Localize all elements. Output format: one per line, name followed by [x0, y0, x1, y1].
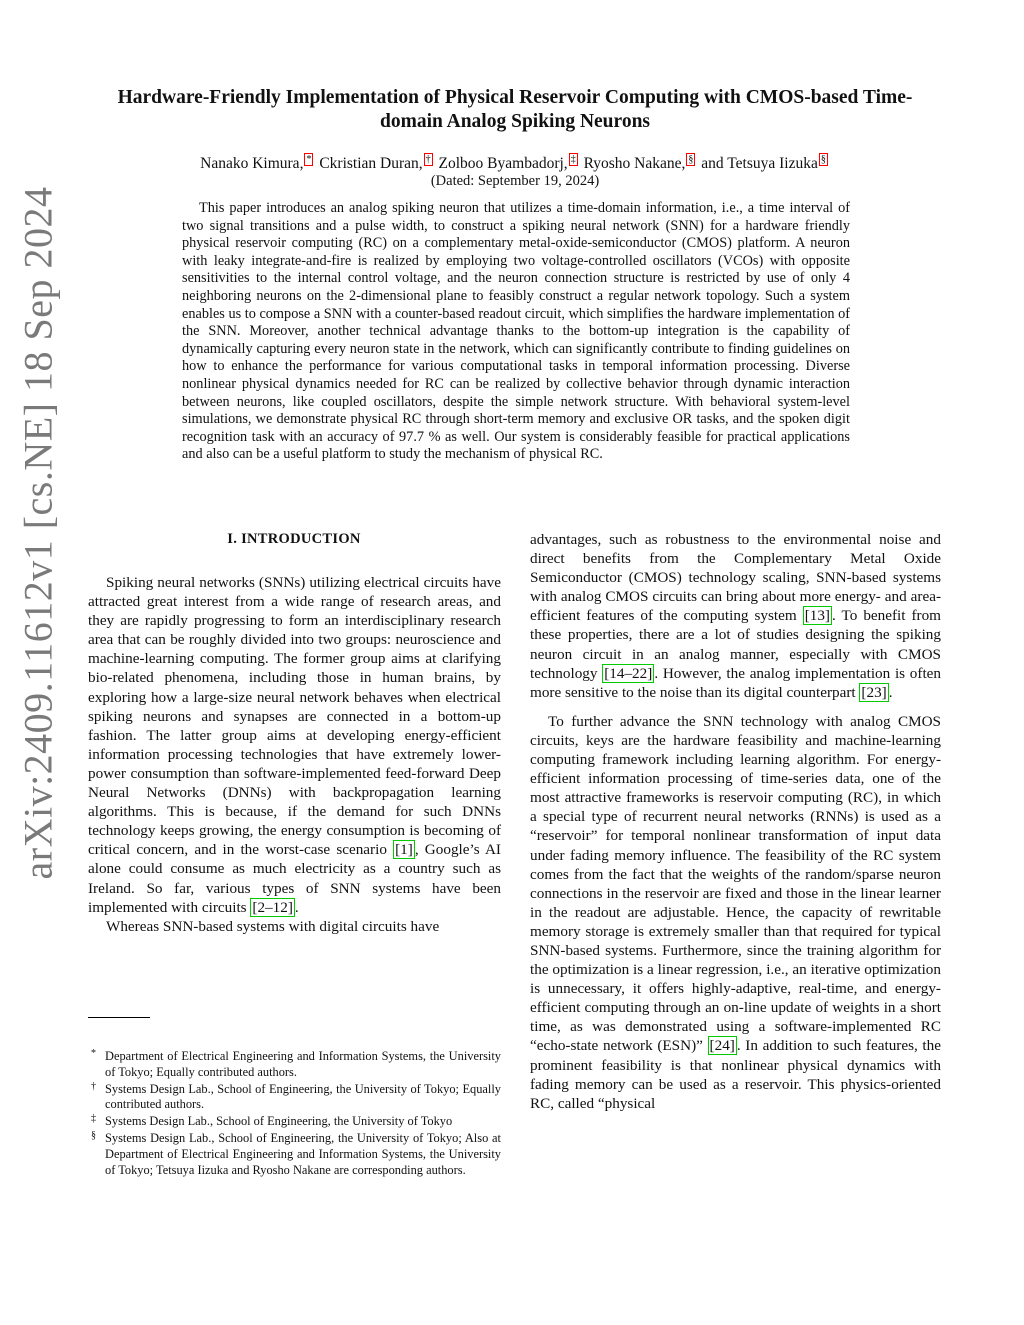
author-name: Zolboo Byambadorj,	[438, 155, 568, 173]
section-heading: I. INTRODUCTION	[227, 531, 361, 547]
footnote-text: Systems Design Lab., School of Engineering, the University of Tokyo; Equally contributed authors.	[105, 1081, 501, 1112]
footnote-rule	[88, 1017, 150, 1018]
footnote-text: Department of Electrical Engineering and Information Systems, the University of Tokyo; Equally contributed authors.	[105, 1049, 501, 1079]
arxiv-identifier: arXiv:2409.11612v1 [cs.NE] 18 Sep 2024	[15, 186, 61, 880]
citation-link[interactable]: [2–12]	[252, 898, 293, 916]
citation-link[interactable]: [23]	[861, 683, 887, 701]
paragraph	[88, 917, 501, 936]
author-name: and Tetsuya Iizuka	[701, 155, 818, 173]
text-run: . In addition to such features, the prominent feasibility is that nonlinear physical dynamics with fading memory can be used as a reservoir. This physics-oriented RC, called “physical	[530, 1037, 941, 1112]
author-footnote-link[interactable]: §	[688, 154, 694, 165]
text-run: .	[294, 898, 299, 916]
footnote	[88, 1049, 501, 1081]
author-footnote-link[interactable]: *	[306, 154, 312, 165]
author-name: Ryosho Nakane,	[583, 155, 686, 173]
citation-link[interactable]: [14–22]	[604, 664, 653, 682]
abstract: This paper introduces an analog spiking neuron that utilizes a time-domain information, i.e., a time interval of two signal transitions and a pulse width, to construct a spiking neural network (SNN) for a hardware friendly physical reservoir computing (RC) on a complementary metal-oxide-semiconductor (CMOS) platform. A neuron with leaky integrate-and-fire is realized by employing two voltage-controlled oscillators (VCOs) with opposite sensitivities to the internal control voltage, and the neuron connection structure is restricted by use of only 4 neighboring neurons on the 2-dimensional plane to feasibly construct a regular network topology. Such a system enables us to compose a SNN with a counter-based readout circuit, which simplifies the hardware implementation of the SNN. Moreover, another technical advantage thanks to the bottom-up integration is the capability of dynamically capturing every neuron state in the network, which can significantly contribute to finding guidelines on how to enhance the performance for various computational tasks in temporal information processing. Diverse nonlinear physical dynamics needed for RC can be realized by collective behavior through dynamic interaction between neurons, like coupled oscillators, despite the simple network structure. With behavioral system-level simulations, we demonstrate physical RC through short-term memory and exclusive OR tasks, and the spoken digit recognition task with an accuracy of 97.7 % as well. Our system is considerably feasible for practical applications and also can be a useful platform to study the mechanism of physical RC.	[182, 200, 850, 463]
text-run: To further advance the SNN technology with analog CMOS circuits, keys are the hardware feasibility and machine-learning computing framework including learning algorithm. For energy-efficient information processing of time-series data, one of the most attractive frameworks is reservoir computing (RC), in which a special type of recurrent neural networks (RNNs) is used as a “reservoir” for temporal nonlinear transformation of input data under fading memory influence. The feasibility of the RC system comes from the fact that the weights of the random/sparse neuron connections in the reservoir are fixed and those in the linear learner in the readout are adjustable. Hence, the capacity of rewritable memory storage is extremely smaller than that required for typical SNN-based systems. Furthermore, since the training algorithm for the optimization is a linear regression, i.e., an iterative optimization is unnecessary, it offers highly-adaptive, real-time, and energy-efficient computing through an on-line update of weights in a short time, as was demonstrated using a software-implemented RC “echo-state network (ESN)”	[530, 712, 941, 1055]
author-name: Ckristian Duran,	[319, 155, 423, 173]
footnote-symbol: §	[91, 1129, 96, 1141]
right-column	[530, 530, 941, 1113]
footnote	[88, 1131, 501, 1178]
author-footnote-link[interactable]: ‡	[570, 154, 576, 165]
text-run: advantages, such as robustness to the environmental noise and direct benefits from the Complementary Metal Oxide Semiconductor (CMOS) technology scaling, SNN-based systems with analog CMOS circuits can bring about more energy- and area-efficient features of the computing system	[530, 531, 941, 625]
author-footnote-link[interactable]: §	[820, 154, 826, 165]
text-run: .	[888, 683, 893, 701]
paragraph	[88, 573, 501, 917]
paragraph	[530, 712, 941, 1113]
text-run: , Google’s AI alone could consume as much electricity as a country such as Ireland. So far, various types of SNN systems have been implemented with circuits	[88, 841, 501, 916]
citation-link[interactable]: [1]	[395, 841, 413, 859]
footnotes	[88, 1049, 501, 1179]
footnote-text: Systems Design Lab., School of Engineering, the University of Tokyo; Also at Department of Electrical Engineering and Information Systems, the University of Tokyo; Tetsuya Iizuka and Ryosho Nakane are corresponding authors.	[105, 1130, 501, 1177]
citation-link[interactable]: [24]	[709, 1037, 735, 1055]
text-run: Spiking neural networks (SNNs) utilizing electrical circuits have attracted great interest from a wide range of research areas, and they are rapidly progressing to form an interdisciplinary research area that can be roughly divided into two groups: neuroscience and machine-learning computing. The former group aims at clarifying bio-related phenomena, including those in human brains, by exploring how a large-size neural network behaves when electrical spiking neurons and synapses are connected in a bottom-up fashion. The latter group aims at developing energy-efficient information processing technologies that have extremely lower-power consumption than software-implemented feed-forward Deep Neural Networks (DNNs) with backpropagation learning algorithms. This is because, if the demand for such DNNs technology keeps growing, the energy consumption is becoming of critical concern, and in the worst-case scenario	[88, 574, 501, 859]
date-line: (Dated: September 19, 2024)	[430, 173, 600, 189]
author-list	[100, 153, 930, 173]
footnote	[88, 1114, 501, 1130]
author-name: Nanako Kimura,	[200, 155, 304, 173]
text-run: . However, the analog implementation is often more sensitive to the noise than its digital counterpart	[530, 664, 942, 701]
text-run: Whereas SNN-based systems with digital circuits have	[106, 917, 440, 935]
author-footnote-link[interactable]: †	[425, 154, 431, 165]
footnote-symbol: †	[91, 1080, 96, 1092]
footnote-text: Systems Design Lab., School of Engineering, the University of Tokyo	[105, 1114, 453, 1129]
left-column	[88, 573, 501, 936]
footnote	[88, 1082, 501, 1114]
paragraph	[530, 530, 941, 702]
text-run: . To benefit from these properties, there are a lot of studies designing the spiking neuron circuit in an analog manner, especially with CMOS technology	[530, 607, 941, 682]
footnote-symbol: ‡	[91, 1113, 96, 1125]
paper-title: Hardware-Friendly Implementation of Physical Reservoir Computing with CMOS-based Time-domain Analog Spiking Neurons	[117, 87, 913, 132]
citation-link[interactable]: [13]	[804, 607, 830, 625]
footnote-symbol: *	[91, 1048, 96, 1059]
